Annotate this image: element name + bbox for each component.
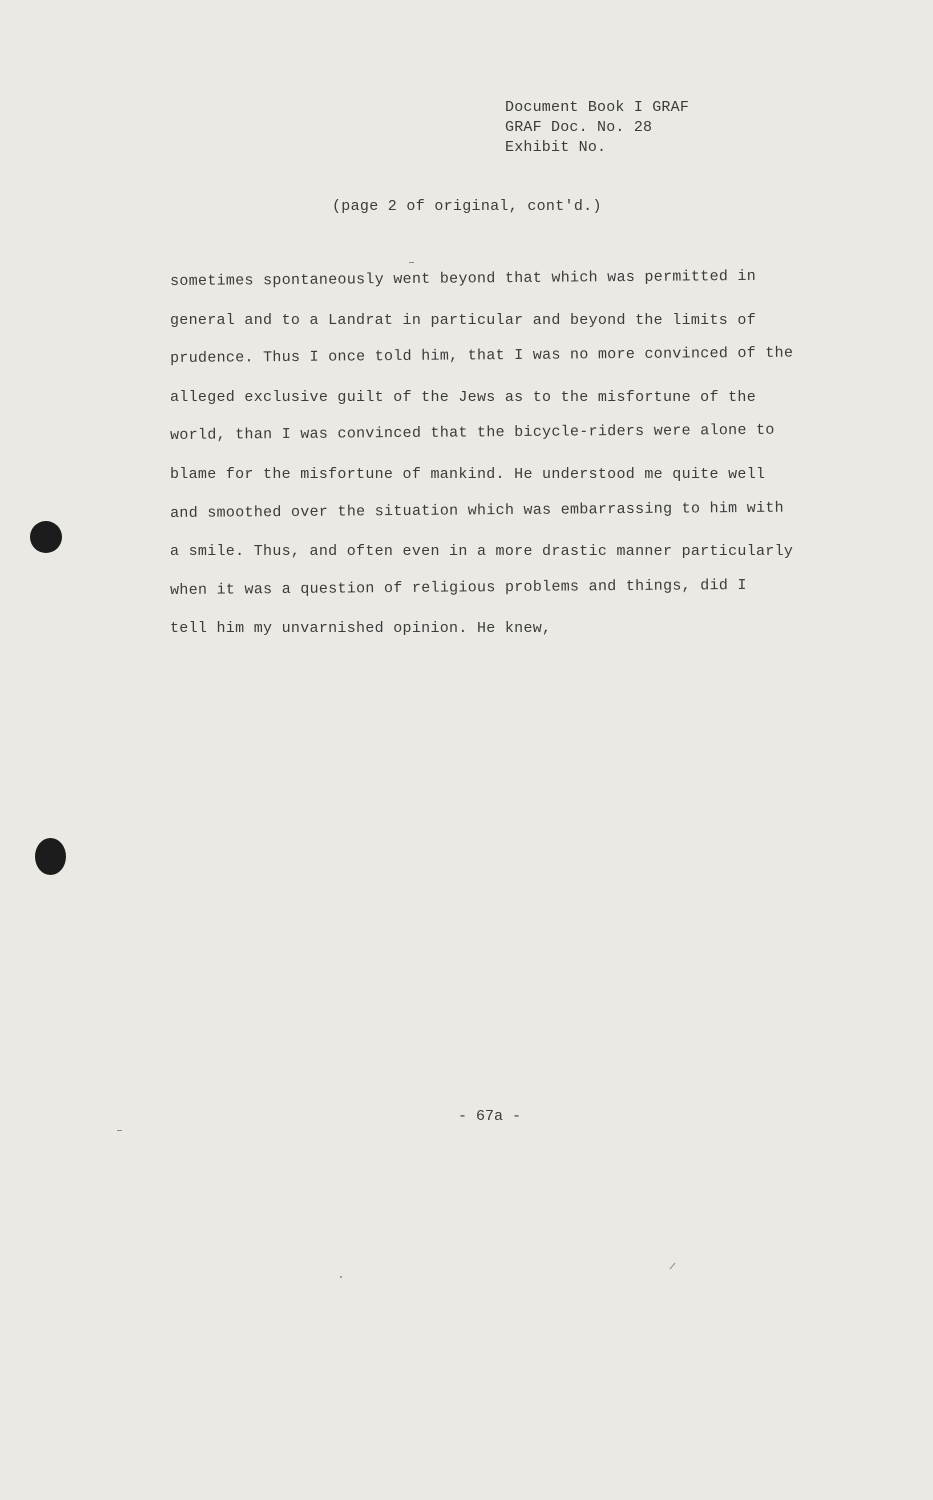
paper-mark <box>117 1130 122 1131</box>
body-line: when it was a question of religious problems and things, did I <box>170 576 747 599</box>
paper-mark <box>340 1276 342 1278</box>
body-line: blame for the misfortune of mankind. He understood me quite well <box>170 465 766 483</box>
page-number: - 67a - <box>458 1108 522 1125</box>
body-line: sometimes spontaneously went beyond that which was permitted in <box>170 267 757 290</box>
body-line: general and to a Landrat in particular and beyond the limits of <box>170 311 756 329</box>
body-line: alleged exclusive guilt of the Jews as to the misfortune of the <box>170 388 756 406</box>
body-line: a smile. Thus, and often even in a more drastic manner particularly <box>170 543 794 561</box>
punch-hole <box>35 838 66 875</box>
exhibit-number-label: Exhibit No. <box>505 139 607 156</box>
paper-mark <box>409 262 414 263</box>
body-line: tell him my unvarnished opinion. He knew, <box>170 620 552 638</box>
body-text <box>170 267 850 658</box>
punch-hole <box>30 521 62 553</box>
document-book-label: Document Book I GRAF <box>505 99 690 116</box>
doc-number-label: GRAF Doc. No. 28 <box>505 119 653 136</box>
document-header <box>505 98 689 158</box>
body-line: and smoothed over the situation which was embarrassing to him with <box>170 499 785 522</box>
continuation-note: (page 2 of original, cont'd.) <box>332 198 602 215</box>
paper-mark <box>670 1263 676 1270</box>
body-line: prudence. Thus I once told him, that I was no more convinced of the <box>170 344 794 368</box>
body-line: world, than I was convinced that the bicycle-riders were alone to <box>170 422 775 445</box>
